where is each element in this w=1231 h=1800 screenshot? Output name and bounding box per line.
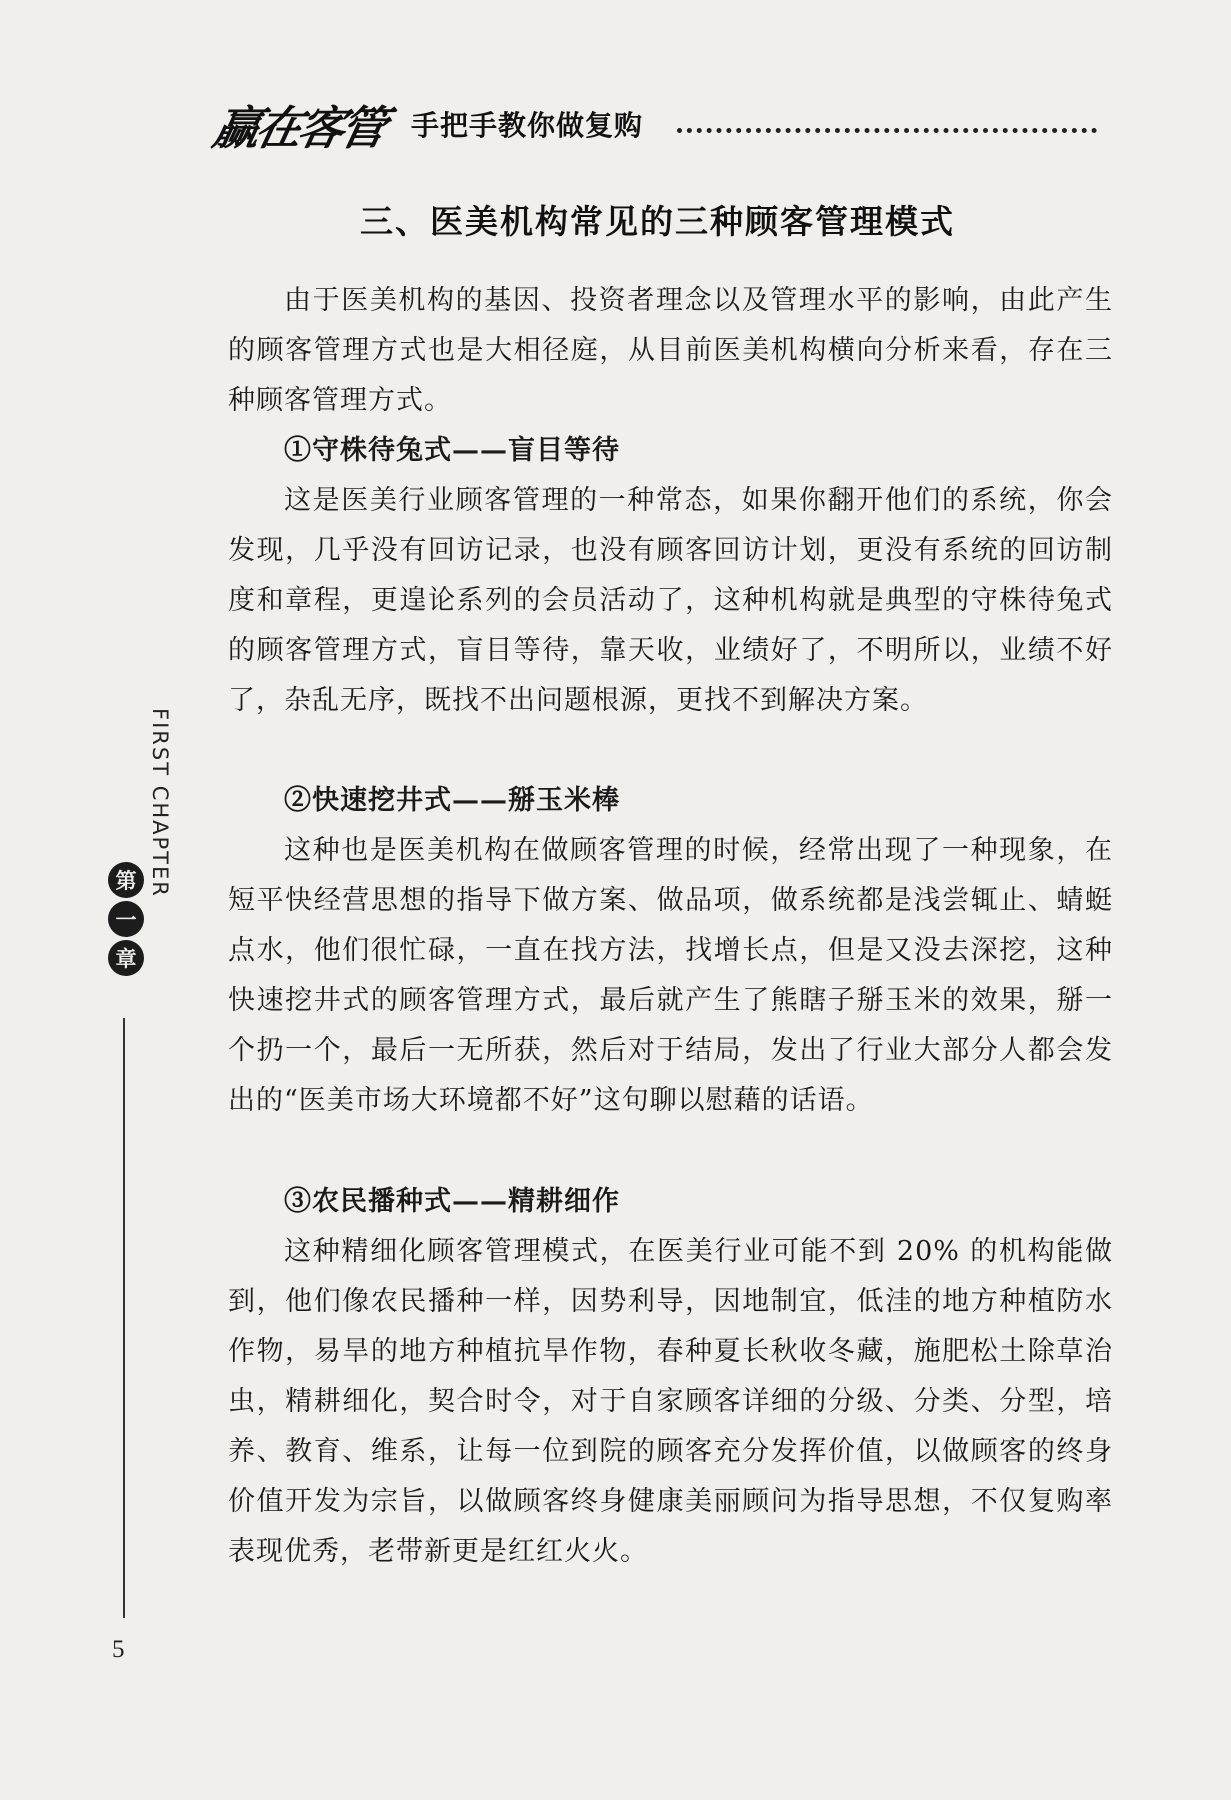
chapter-char-3: 章 <box>108 940 144 976</box>
page-number: 5 <box>112 1636 125 1663</box>
chapter-char-2: 一 <box>108 901 144 937</box>
mode-2-heading: ②快速挖井式——掰玉米棒 <box>284 785 620 816</box>
intro-block <box>228 276 1113 726</box>
chapter-label-english: FIRST CHAPTER <box>148 708 172 898</box>
intro-paragraph: 由于医美机构的基因、投资者理念以及管理水平的影响，由此产生的顾客管理方式也是大相径庭，从目前医美机构横向分析来看，存在三种顾客管理方式。 <box>228 285 1113 416</box>
chapter-char-1: 第 <box>108 862 144 898</box>
mode-1-paragraph: 这是医美行业顾客管理的一种常态，如果你翻开他们的系统，你会发现，几乎没有回访记录，也没有顾客回访计划，更没有系统的回访制度和章程，更遑论系列的会员活动了，这种机构就是典型的守株待兔式的顾客管理方式，盲目等待，靠天收，业绩好了，不明所以，业绩不好了，杂乱无序，既找不出问题根源，更找不到解决方案。 <box>228 485 1113 716</box>
running-header <box>208 88 1095 158</box>
book-logo: 赢在客管 <box>208 101 389 155</box>
mode-2-block <box>228 776 1113 1126</box>
header-dotted-rule <box>677 128 1097 133</box>
mode-2-paragraph: 这种也是医美机构在做顾客管理的时候，经常出现了一种现象，在短平快经营思想的指导下做方案、做品项，做系统都是浅尝辄止、蜻蜓点水，他们很忙碌，一直在找方法，找增长点，但是又没去深挖，这种快速挖井式的顾客管理方式，最后就产生了熊瞎子掰玉米的效果，掰一个扔一个，最后一无所获，然后对于结局，发出了行业大部分人都会发出的“医美市场大环境都不好”这句聊以慰藉的话语。 <box>228 835 1113 1116</box>
mode-3-block <box>228 1177 1113 1577</box>
chapter-label-chinese <box>108 862 146 979</box>
mode-1-heading: ①守株待兔式——盲目等待 <box>284 435 620 466</box>
chapter-side-rule <box>123 1018 125 1618</box>
book-subtitle: 手把手教你做复购 <box>411 109 644 142</box>
section-title: 三、医美机构常见的三种顾客管理模式 <box>360 202 955 241</box>
mode-3-paragraph: 这种精细化顾客管理模式，在医美行业可能不到 20% 的机构能做到，他们像农民播种一样，因势利导，因地制宜，低洼的地方种植防水作物，易旱的地方种植抗旱作物，春种夏长秋收冬藏，施肥松土除草治虫，精耕细化，契合时令，对于自家顾客详细的分级、分类、分型，培养、教育、维系，让每一位到院的顾客充分发挥价值，以做顾客的终身价值开发为宗旨，以做顾客终身健康美丽顾问为指导思想，不仅复购率表现优秀，老带新更是红红火火。 <box>228 1236 1113 1567</box>
mode-3-heading: ③农民播种式——精耕细作 <box>284 1186 620 1217</box>
